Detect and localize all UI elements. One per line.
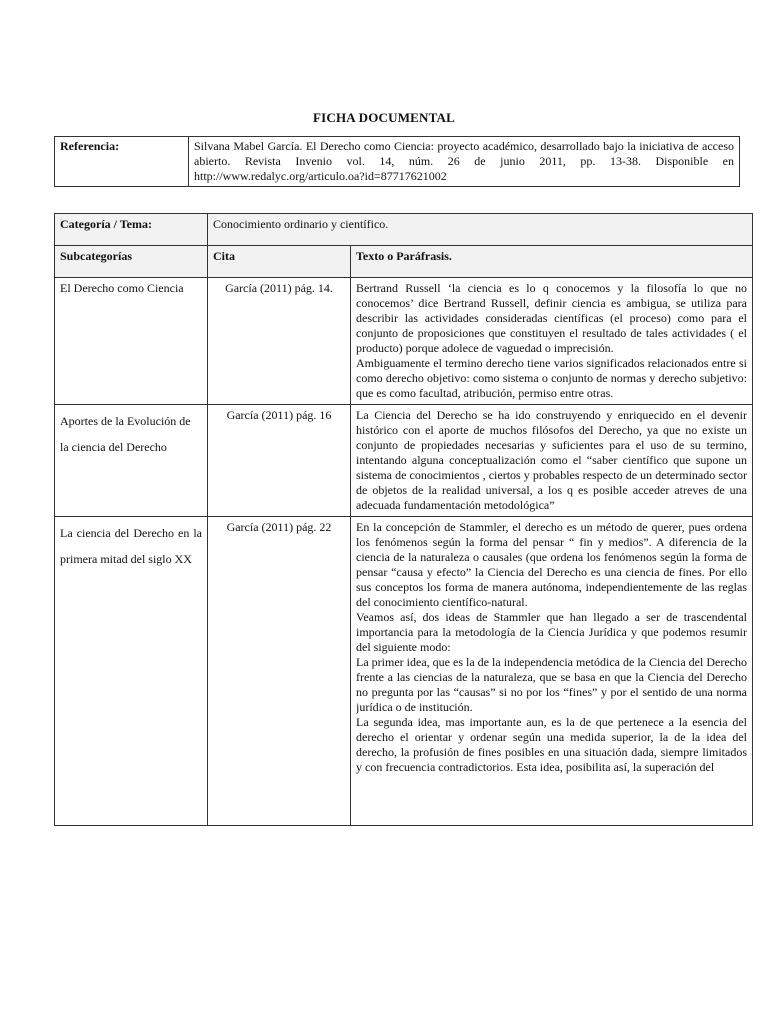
cita-cell: García (2011) pág. 14. [208, 278, 351, 405]
reference-value: Silvana Mabel García. El Derecho como Ciencia: proyecto académico, desarrollado bajo la iniciativa de acceso abierto. Revista Invenio vol. 14, núm. 26 de junio 2011, pp. 13-38. Disponible en http://www.redalyc.org/articulo.oa?id=87717621002 [189, 137, 740, 187]
paragraph: En la concepción de Stammler, el derecho es un método de querer, pues ordena los fenómenos según la forma del pensar “ fin y medios”. A diferencia de la ciencia de la naturaleza o causales (que ordena los fenómenos según la forma de pensar “causa y efecto” la Ciencia del Derecho es una ciencia de fines. Por ello sus conceptos los forma de manera autónoma, independientemente de las reglas del conocimiento científico-natural. [356, 520, 747, 609]
texto-cell [351, 405, 753, 517]
reference-row [55, 137, 740, 187]
table-row [55, 517, 753, 826]
header-subcategorias: Subcategorías [55, 246, 208, 278]
paragraph: Bertrand Russell ‘la ciencia es lo q conocemos y la filosofía lo que no conocemos’ dice Bertrand Russell, definir ciencia es ambigua, se utiliza para describir las actividades consideradas científicas (el proceso) como para el conjunto de proposiciones que constituyen el resultado de tales actividades ( el producto) porque adolece de vaguedad o imprecisión. [356, 281, 747, 355]
paragraph: La Ciencia del Derecho se ha ido construyendo y enriquecido en el devenir histórico con el aporte de muchos filósofos del Derecho, ya que no existe un conjunto de propiedades necesarias y suficientes para el uso de su termino, intentando alguna conceptualización como el “saber científico que supone un sistema de conocimientos , ciertos y probables respecto de un determinado sector de objetos de la realidad universal, a los q es posible acceder atreves de una adecuada fundamentación metodológica” [356, 408, 747, 512]
category-row [55, 214, 753, 246]
cita-cell: García (2011) pág. 16 [208, 405, 351, 517]
subcategoria-cell: El Derecho como Ciencia [55, 278, 208, 405]
paragraph: La primer idea, que es la de la independencia metódica de la Ciencia del Derecho frente a las ciencias de la naturaleza, que se basa en que la Ciencia del Derecho no pregunta por las “causas” si no por los “fines” y por el sentido de una norma jurídica o de institución. [356, 655, 747, 714]
page-title: FICHA DOCUMENTAL [313, 110, 455, 125]
cita-cell: García (2011) pág. 22 [208, 517, 351, 826]
header-cita: Cita [208, 246, 351, 278]
reference-table [54, 136, 740, 187]
header-row [55, 246, 753, 278]
paragraph: Veamos así, dos ideas de Stammler que han llegado a ser de trascendental importancia para la metodología de la Ciencia Jurídica y que podemos resumir del siguiente modo: [356, 610, 747, 654]
paragraph: La segunda idea, mas importante aun, es la de que pertenece a la esencia del derecho el orientar y ordenar según una medida superior, la de la idea del derecho, la profusión de fines posibles en una situación dada, siempre limitados y con frecuencia contradictorios. Esta idea, posibilita así, la superación del [356, 715, 747, 774]
texto-clip [356, 520, 747, 822]
category-label: Categoría / Tema: [55, 214, 208, 246]
category-value: Conocimiento ordinario y científico. [208, 214, 753, 246]
paragraph: Ambiguamente el termino derecho tiene varios significados relacionados entre si como derecho objetivo: como sistema o conjunto de normas y derecho subjetivo: que es como facultad, atribución, permiso entre otras. [356, 356, 747, 400]
table-row [55, 278, 753, 405]
header-texto: Texto o Paráfrasis. [351, 246, 753, 278]
subcategoria-cell: La ciencia del Derecho en la primera mitad del siglo XX [55, 517, 208, 826]
table-row [55, 405, 753, 517]
texto-cell [351, 517, 753, 826]
reference-label: Referencia: [55, 137, 189, 187]
texto-cell [351, 278, 753, 405]
subcategoria-cell: Aportes de la Evolución de la ciencia del Derecho [55, 405, 208, 517]
content-table [54, 213, 753, 826]
